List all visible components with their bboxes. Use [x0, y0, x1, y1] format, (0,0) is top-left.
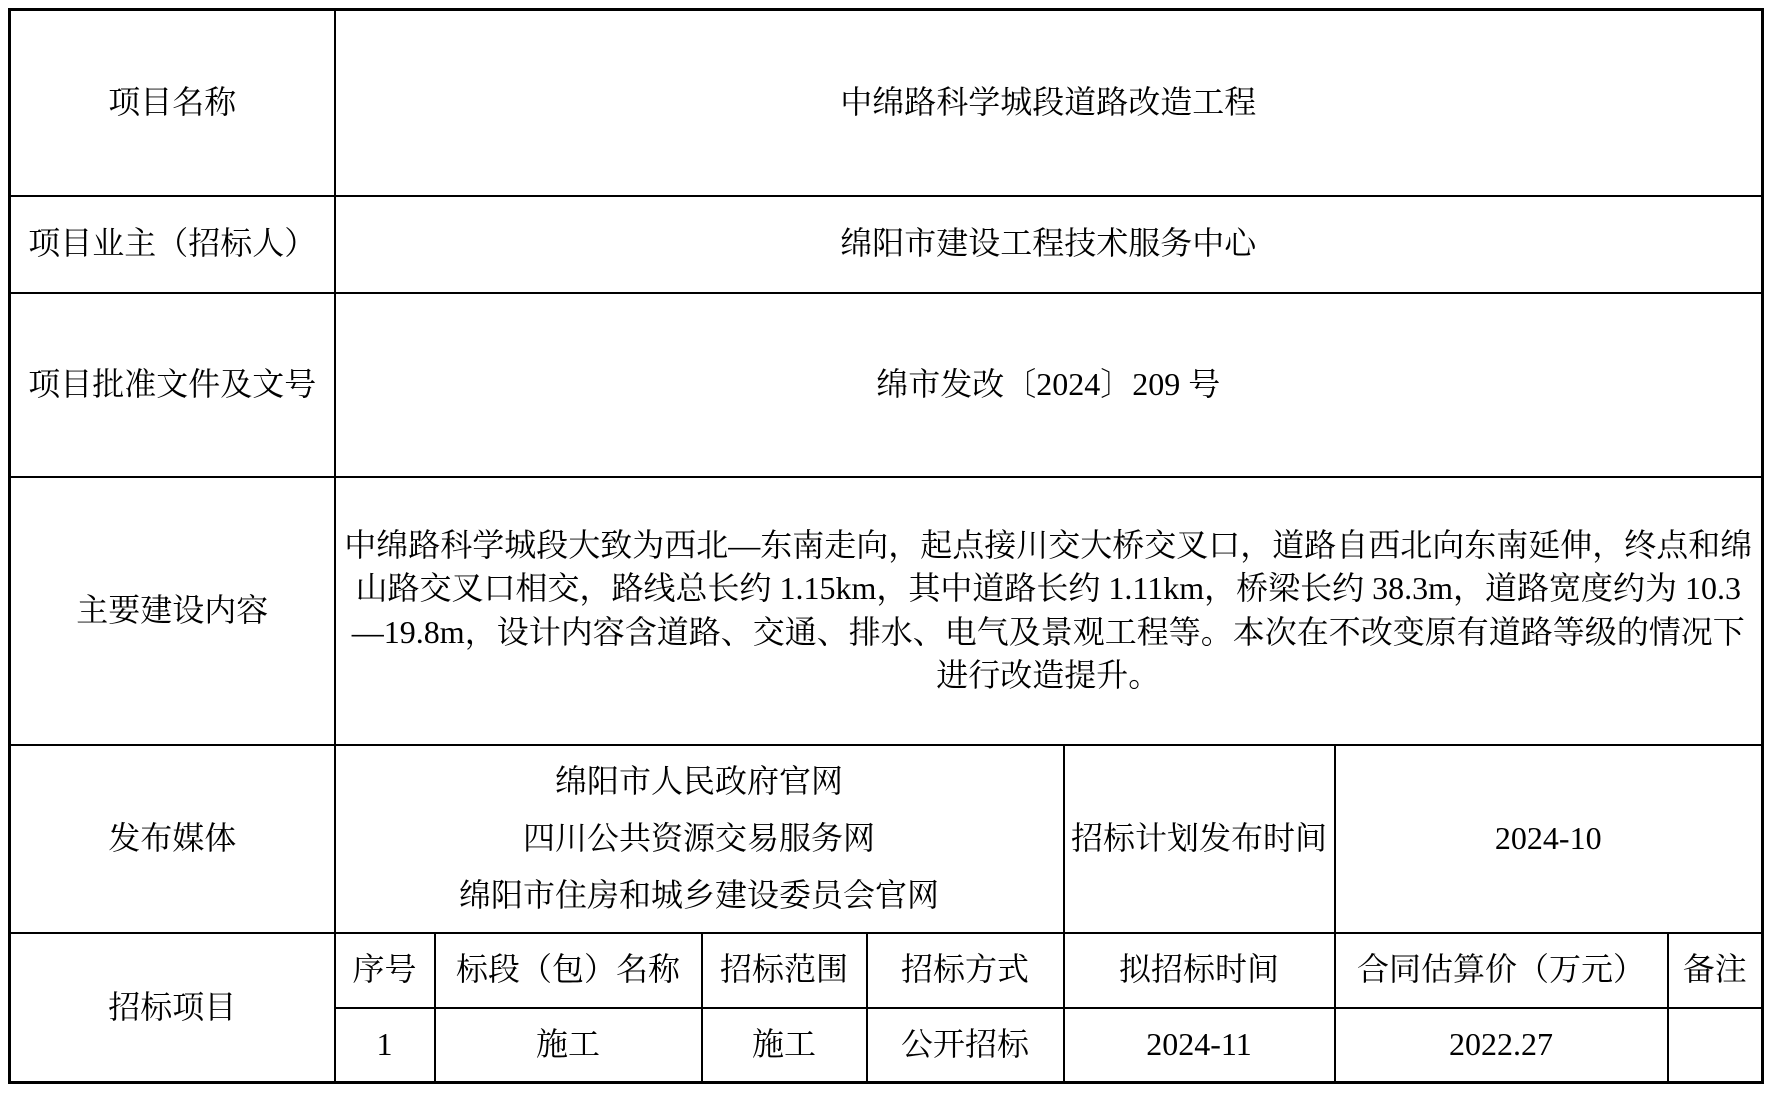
row-approval-document [10, 293, 1763, 477]
col-header-tender-scope: 招标范围 [702, 933, 867, 1008]
media-item: 绵阳市人民政府官网 [554, 763, 843, 799]
media-item: 四川公共资源交易服务网 [522, 820, 875, 856]
tender-project-label: 招标项目 [10, 933, 335, 1083]
approval-document-label: 项目批准文件及文号 [10, 293, 335, 477]
main-construction-content-label: 主要建设内容 [10, 477, 335, 745]
publish-media-list [335, 745, 1064, 933]
cell-tender-method: 公开招标 [867, 1008, 1064, 1083]
cell-tender-scope: 施工 [702, 1008, 867, 1083]
approval-document-value: 绵市发改〔2024〕209 号 [335, 293, 1763, 477]
col-header-tender-method: 招标方式 [867, 933, 1064, 1008]
project-name-value: 中绵路科学城段道路改造工程 [335, 10, 1763, 196]
col-header-seq: 序号 [335, 933, 435, 1008]
row-project-owner [10, 196, 1763, 293]
plan-release-time-value: 2024-10 [1335, 745, 1763, 933]
project-name-label: 项目名称 [10, 10, 335, 196]
row-main-construction-content [10, 477, 1763, 745]
cell-seq: 1 [335, 1008, 435, 1083]
project-owner-label: 项目业主（招标人） [10, 196, 335, 293]
col-header-section-name: 标段（包）名称 [435, 933, 702, 1008]
row-project-name [10, 10, 1763, 196]
plan-release-time-label: 招标计划发布时间 [1064, 745, 1335, 933]
publish-media-label: 发布媒体 [10, 745, 335, 933]
col-header-contract-estimate: 合同估算价（万元） [1335, 933, 1668, 1008]
cell-planned-tender-time: 2024-11 [1064, 1008, 1335, 1083]
main-construction-content-value: 中绵路科学城段大致为西北—东南走向，起点接川交大桥交叉口，道路自西北向东南延伸，终点和绵山路交叉口相交，路线总长约 1.15km，其中道路长约 1.11km，桥梁长约 38.3m，道路宽度约为 10.3—19.8m，设计内容含道路、交通、排水、电气及景观工程等。本次在不改变原有道路等级的情况下进行改造提升。 [335, 477, 1763, 745]
cell-contract-estimate: 2022.27 [1335, 1008, 1668, 1083]
project-owner-value: 绵阳市建设工程技术服务中心 [335, 196, 1763, 293]
col-header-planned-tender-time: 拟招标时间 [1064, 933, 1335, 1008]
row-publish-media [10, 745, 1763, 933]
col-header-remarks: 备注 [1668, 933, 1763, 1008]
media-item: 绵阳市住房和城乡建设委员会官网 [458, 877, 939, 913]
tender-info-table [8, 8, 1764, 1084]
tender-subtable-header-row [10, 933, 1763, 1008]
cell-remarks [1668, 1008, 1763, 1083]
cell-section-name: 施工 [435, 1008, 702, 1083]
